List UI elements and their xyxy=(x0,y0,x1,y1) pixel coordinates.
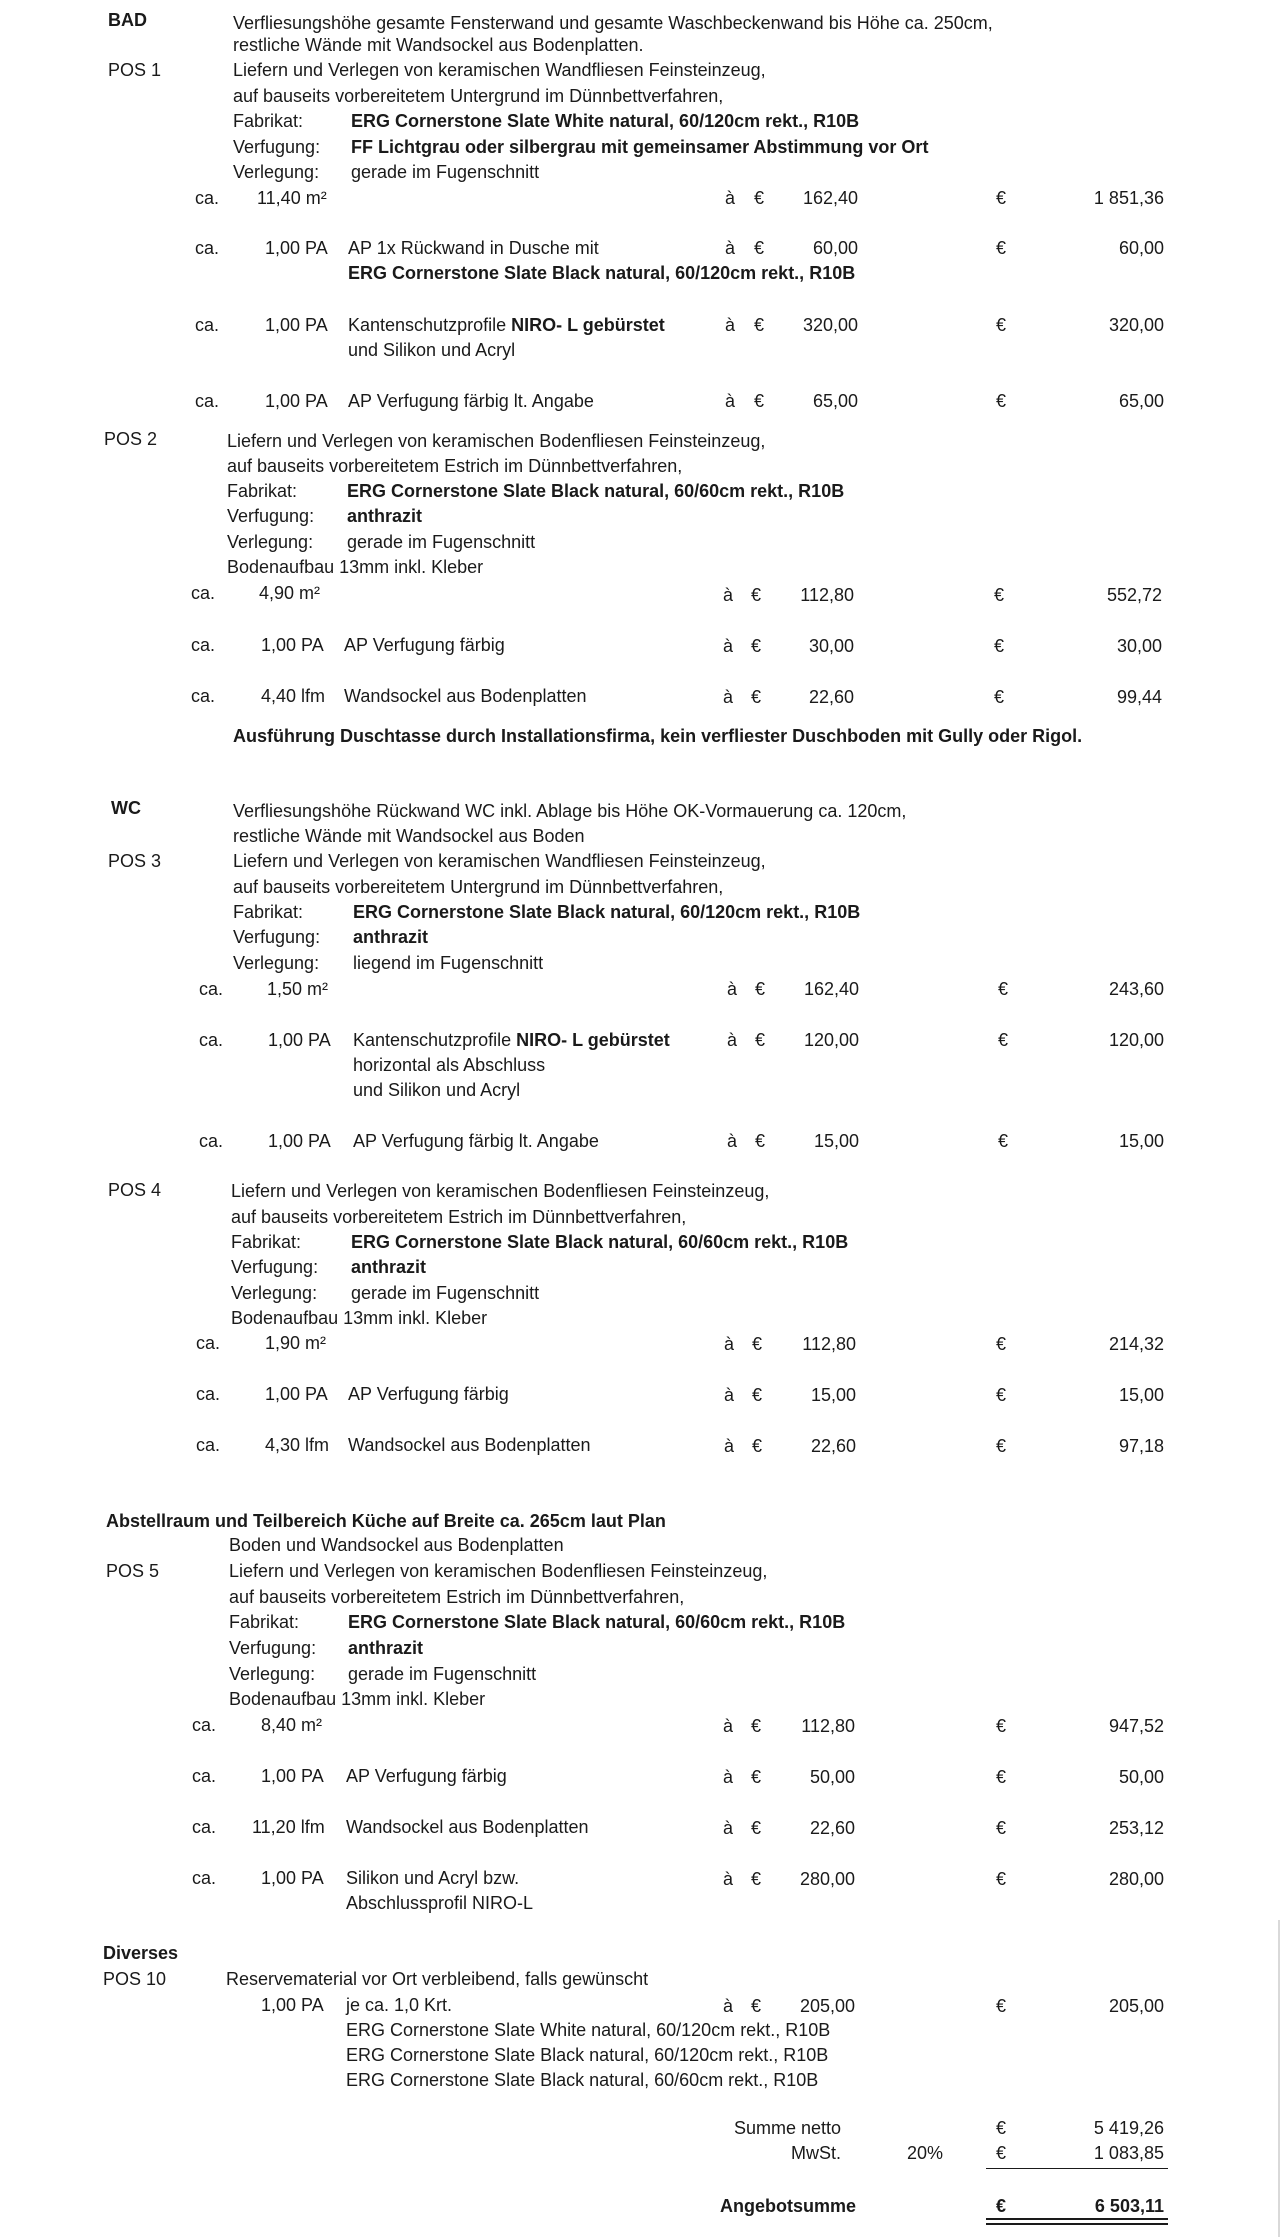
euro-sign: € xyxy=(996,1767,1007,1787)
line-item-total: 50,00 xyxy=(1118,1767,1164,1787)
line-item-price: 60,00 xyxy=(812,238,858,258)
verfugung-label: Verfugung: xyxy=(227,506,315,526)
pos-5-label: POS 5 xyxy=(106,1561,160,1581)
fabrikat-label: Fabrikat: xyxy=(233,902,304,922)
line-item-desc xyxy=(353,1031,670,1049)
line-item-price: 280,00 xyxy=(799,1869,855,1889)
euro-sign: € xyxy=(998,1030,1009,1050)
euro-sign: € xyxy=(751,1818,762,1838)
pos-2-label: POS 2 xyxy=(104,429,158,449)
ca-label: ca. xyxy=(191,583,216,603)
line-item-price: 22,60 xyxy=(808,687,854,707)
section-heading-bad: BAD xyxy=(108,10,147,30)
ca-label: ca. xyxy=(195,315,220,335)
line-item-price: 15,00 xyxy=(810,1385,856,1405)
ca-label: ca. xyxy=(195,188,220,208)
line-item-desc: AP Verfugung färbig xyxy=(344,635,505,655)
ca-label: ca. xyxy=(192,1868,217,1888)
verlegung-label: Verlegung: xyxy=(233,162,320,182)
euro-sign: € xyxy=(996,1869,1007,1889)
line-item-total: 214,32 xyxy=(1108,1334,1164,1354)
a-label: à xyxy=(723,585,734,605)
line-item-desc: AP Verfugung färbig lt. Angabe xyxy=(353,1131,599,1151)
euro-sign: € xyxy=(751,687,762,707)
pos-2-bodenaufbau: Bodenaufbau 13mm inkl. Kleber xyxy=(227,557,484,577)
line-item-desc-part: Kantenschutzprofile xyxy=(353,1030,512,1050)
wc-intro-line2: restliche Wände mit Wandsockel aus Boden xyxy=(233,826,585,846)
line-item-qty: 4,90 m² xyxy=(259,583,321,603)
euro-sign: € xyxy=(755,979,766,999)
euro-sign: € xyxy=(752,1385,763,1405)
total-double-underline xyxy=(986,2218,1168,2220)
pos-2-line2: auf bauseits vorbereitetem Estrich im Dünnbettverfahren, xyxy=(227,456,683,476)
reserve-material-item: ERG Cornerstone Slate Black natural, 60/60cm rekt., R10B xyxy=(346,2070,819,2090)
section-heading-diverses: Diverses xyxy=(103,1943,179,1963)
a-label: à xyxy=(727,1030,738,1050)
euro-sign: € xyxy=(996,2196,1007,2216)
reserve-material-item: ERG Cornerstone Slate White natural, 60/120cm rekt., R10B xyxy=(346,2020,831,2040)
euro-sign: € xyxy=(751,1869,762,1889)
pos-4-line1: Liefern und Verlegen von keramischen Bodenfliesen Feinsteinzeug, xyxy=(231,1181,770,1201)
line-item-total: 205,00 xyxy=(1108,1996,1164,2016)
bad-intro-line2: restliche Wände mit Wandsockel aus Bodenplatten. xyxy=(233,35,644,55)
abstell-intro: Boden und Wandsockel aus Bodenplatten xyxy=(229,1535,564,1555)
line-item-price: 65,00 xyxy=(812,391,858,411)
line-item-qty: 1,00 PA xyxy=(261,635,324,655)
pos-2-line1: Liefern und Verlegen von keramischen Bodenfliesen Feinsteinzeug, xyxy=(227,431,766,451)
a-label: à xyxy=(725,238,736,258)
ca-label: ca. xyxy=(191,635,216,655)
line-item-desc-2: Abschlussprofil NIRO-L xyxy=(346,1893,534,1913)
line-item-total: 280,00 xyxy=(1108,1869,1164,1889)
ca-label: ca. xyxy=(192,1766,217,1786)
angebotsumme-label: Angebotsumme xyxy=(719,2196,856,2216)
line-item-total: 243,60 xyxy=(1108,979,1164,999)
euro-sign: € xyxy=(996,238,1007,258)
euro-sign: € xyxy=(752,1436,763,1456)
line-item-price: 112,80 xyxy=(802,1334,856,1354)
ca-label: ca. xyxy=(195,391,220,411)
a-label: à xyxy=(725,391,736,411)
section-heading-abstellraum: Abstellraum und Teilbereich Küche auf Breite ca. 265cm laut Plan xyxy=(106,1511,666,1531)
pos-4-bodenaufbau: Bodenaufbau 13mm inkl. Kleber xyxy=(231,1308,488,1328)
euro-sign: € xyxy=(994,687,1005,707)
line-item-price: 15,00 xyxy=(813,1131,859,1151)
line-item-desc-2: ERG Cornerstone Slate Black natural, 60/120cm rekt., R10B xyxy=(348,263,856,283)
a-label: à xyxy=(724,1334,735,1354)
line-item-qty: 11,40 m² xyxy=(257,188,327,208)
a-label: à xyxy=(725,315,736,335)
line-item-qty: 1,00 PA xyxy=(261,1995,324,2015)
line-item-total: 320,00 xyxy=(1108,315,1164,335)
line-item-qty: 4,40 lfm xyxy=(261,686,326,706)
line-item-qty: 1,90 m² xyxy=(265,1333,327,1353)
line-item-price: 22,60 xyxy=(809,1818,855,1838)
line-item-total: 947,52 xyxy=(1108,1716,1164,1736)
angebotsumme-value: 6 503,11 xyxy=(1094,2196,1164,2216)
pos-1-label: POS 1 xyxy=(108,60,162,80)
verfugung-label: Verfugung: xyxy=(231,1257,319,1277)
fabrikat-label: Fabrikat: xyxy=(231,1232,302,1252)
line-item-price: 112,80 xyxy=(800,585,854,605)
a-label: à xyxy=(724,1436,735,1456)
line-item-qty: 1,00 PA xyxy=(268,1030,331,1050)
line-item-desc: AP Verfugung färbig xyxy=(348,1384,509,1404)
euro-sign: € xyxy=(751,1996,762,2016)
line-item-total: 1 851,36 xyxy=(1093,188,1164,208)
ca-label: ca. xyxy=(192,1817,217,1837)
euro-sign: € xyxy=(996,391,1007,411)
a-label: à xyxy=(727,979,738,999)
euro-sign: € xyxy=(996,1436,1007,1456)
line-item-desc-2: und Silikon und Acryl xyxy=(348,340,516,360)
wc-intro-line1: Verfliesungshöhe Rückwand WC inkl. Ablage bis Höhe OK-Vormauerung ca. 120cm, xyxy=(233,801,907,821)
pos-3-label: POS 3 xyxy=(108,851,162,871)
euro-sign: € xyxy=(754,315,765,335)
mwst-value: 1 083,85 xyxy=(1093,2143,1164,2163)
pos-3-line2: auf bauseits vorbereitetem Untergrund im Dünnbettverfahren, xyxy=(233,877,724,897)
pos-5-verlegung: gerade im Fugenschnitt xyxy=(348,1664,537,1684)
line-item-qty: 1,00 PA xyxy=(265,238,328,258)
pos-3-line1: Liefern und Verlegen von keramischen Wandfliesen Feinsteinzeug, xyxy=(233,851,766,871)
line-item-qty: 1,00 PA xyxy=(265,391,328,411)
euro-sign: € xyxy=(755,1030,766,1050)
verlegung-label: Verlegung: xyxy=(233,953,320,973)
line-item-desc-2: horizontal als Abschluss xyxy=(353,1055,546,1075)
line-item-price: 112,80 xyxy=(801,1716,855,1736)
euro-sign: € xyxy=(996,1334,1007,1354)
line-item-qty: 8,40 m² xyxy=(261,1715,323,1735)
ca-label: ca. xyxy=(196,1435,221,1455)
line-item-price: 162,40 xyxy=(803,979,859,999)
euro-sign: € xyxy=(996,2118,1007,2138)
pos-4-fabrikat: ERG Cornerstone Slate Black natural, 60/60cm rekt., R10B xyxy=(351,1232,849,1252)
a-label: à xyxy=(723,1996,734,2016)
pos-2-verfugung: anthrazit xyxy=(347,506,423,526)
verfugung-label: Verfugung: xyxy=(233,927,321,947)
line-item-qty: 1,00 PA xyxy=(265,315,328,335)
ca-label: ca. xyxy=(191,686,216,706)
euro-sign: € xyxy=(751,636,762,656)
line-item-desc: Wandsockel aus Bodenplatten xyxy=(348,1435,591,1455)
line-item-price: 320,00 xyxy=(802,315,858,335)
line-item-desc xyxy=(348,316,665,334)
euro-sign: € xyxy=(752,1334,763,1354)
euro-sign: € xyxy=(754,391,765,411)
line-item-desc: je ca. 1,0 Krt. xyxy=(346,1995,453,2015)
line-item-total: 97,18 xyxy=(1118,1436,1164,1456)
a-label: à xyxy=(723,1716,734,1736)
line-item-desc: AP 1x Rückwand in Dusche mit xyxy=(348,238,599,258)
pos-3-fabrikat: ERG Cornerstone Slate Black natural, 60/120cm rekt., R10B xyxy=(353,902,861,922)
a-label: à xyxy=(725,188,736,208)
total-double-underline xyxy=(986,2223,1168,2225)
a-label: à xyxy=(723,1767,734,1787)
line-item-total: 253,12 xyxy=(1108,1818,1164,1838)
line-item-total: 120,00 xyxy=(1108,1030,1164,1050)
totals-divider xyxy=(986,2168,1168,2169)
pos-10-label: POS 10 xyxy=(103,1969,167,1989)
euro-sign: € xyxy=(998,1131,1009,1151)
line-item-qty: 1,00 PA xyxy=(261,1766,324,1786)
euro-sign: € xyxy=(754,238,765,258)
euro-sign: € xyxy=(996,2143,1007,2163)
line-item-price: 30,00 xyxy=(808,636,854,656)
euro-sign: € xyxy=(755,1131,766,1151)
ca-label: ca. xyxy=(199,1131,224,1151)
line-item-price: 120,00 xyxy=(803,1030,859,1050)
line-item-qty: 1,00 PA xyxy=(268,1131,331,1151)
mwst-label: MwSt. xyxy=(790,2143,841,2163)
euro-sign: € xyxy=(996,1716,1007,1736)
euro-sign: € xyxy=(996,188,1007,208)
pos-5-fabrikat: ERG Cornerstone Slate Black natural, 60/60cm rekt., R10B xyxy=(348,1612,846,1632)
fabrikat-label: Fabrikat: xyxy=(233,111,304,131)
bad-note: Ausführung Duschtasse durch Installationsfirma, kein verfliester Duschboden mit Gully oder Rigol. xyxy=(233,726,1083,746)
euro-sign: € xyxy=(996,1818,1007,1838)
line-item-qty: 1,00 PA xyxy=(265,1384,328,1404)
pos-1-verlegung: gerade im Fugenschnitt xyxy=(351,162,540,182)
verlegung-label: Verlegung: xyxy=(229,1664,316,1684)
line-item-qty: 4,30 lfm xyxy=(265,1435,330,1455)
pos-5-line2: auf bauseits vorbereitetem Estrich im Dünnbettverfahren, xyxy=(229,1587,685,1607)
a-label: à xyxy=(723,636,734,656)
line-item-price: 22,60 xyxy=(810,1436,856,1456)
fabrikat-label: Fabrikat: xyxy=(229,1612,300,1632)
reserve-material-item: ERG Cornerstone Slate Black natural, 60/120cm rekt., R10B xyxy=(346,2045,829,2065)
line-item-desc-part: Kantenschutzprofile xyxy=(348,315,507,335)
line-item-total: 99,44 xyxy=(1116,687,1162,707)
euro-sign: € xyxy=(754,188,765,208)
pos-1-fabrikat: ERG Cornerstone Slate White natural, 60/120cm rekt., R10B xyxy=(351,111,860,131)
line-item-desc-3: und Silikon und Acryl xyxy=(353,1080,521,1100)
pos-3-verfugung: anthrazit xyxy=(353,927,429,947)
ca-label: ca. xyxy=(196,1333,221,1353)
line-item-total: 30,00 xyxy=(1116,636,1162,656)
pos-4-line2: auf bauseits vorbereitetem Estrich im Dünnbettverfahren, xyxy=(231,1207,687,1227)
pos-4-verlegung: gerade im Fugenschnitt xyxy=(351,1283,540,1303)
euro-sign: € xyxy=(751,585,762,605)
line-item-total: 65,00 xyxy=(1118,391,1164,411)
pos-4-verfugung: anthrazit xyxy=(351,1257,427,1277)
verlegung-label: Verlegung: xyxy=(231,1283,318,1303)
line-item-desc-bold: NIRO- L gebürstet xyxy=(511,315,665,335)
line-item-price: 50,00 xyxy=(809,1767,855,1787)
line-item-desc: AP Verfugung färbig xyxy=(346,1766,507,1786)
pos-4-label: POS 4 xyxy=(108,1180,162,1200)
pos-5-verfugung: anthrazit xyxy=(348,1638,424,1658)
verlegung-label: Verlegung: xyxy=(227,532,314,552)
line-item-qty: 1,50 m² xyxy=(267,979,329,999)
fabrikat-label: Fabrikat: xyxy=(227,481,298,501)
euro-sign: € xyxy=(994,636,1005,656)
euro-sign: € xyxy=(996,315,1007,335)
a-label: à xyxy=(723,1818,734,1838)
ca-label: ca. xyxy=(196,1384,221,1404)
euro-sign: € xyxy=(996,1385,1007,1405)
verfugung-label: Verfugung: xyxy=(229,1638,317,1658)
pos-1-verfugung: FF Lichtgrau oder silbergrau mit gemeinsamer Abstimmung vor Ort xyxy=(351,137,929,157)
a-label: à xyxy=(723,687,734,707)
line-item-total: 552,72 xyxy=(1106,585,1162,605)
pos-5-bodenaufbau: Bodenaufbau 13mm inkl. Kleber xyxy=(229,1689,486,1709)
euro-sign: € xyxy=(751,1767,762,1787)
line-item-total: 15,00 xyxy=(1118,1385,1164,1405)
pos-1-line2: auf bauseits vorbereitetem Untergrund im Dünnbettverfahren, xyxy=(233,86,724,106)
a-label: à xyxy=(727,1131,738,1151)
ca-label: ca. xyxy=(199,979,224,999)
line-item-desc: Silikon und Acryl bzw. xyxy=(346,1868,520,1888)
line-item-total: 60,00 xyxy=(1118,238,1164,258)
summe-netto-value: 5 419,26 xyxy=(1093,2118,1164,2138)
pos-5-line1: Liefern und Verlegen von keramischen Bodenfliesen Feinsteinzeug, xyxy=(229,1561,768,1581)
line-item-desc: Wandsockel aus Bodenplatten xyxy=(346,1817,589,1837)
euro-sign: € xyxy=(998,979,1009,999)
pos-3-verlegung: liegend im Fugenschnitt xyxy=(353,953,544,973)
line-item-total: 15,00 xyxy=(1118,1131,1164,1151)
section-heading-wc: WC xyxy=(111,798,141,818)
euro-sign: € xyxy=(751,1716,762,1736)
line-item-price: 162,40 xyxy=(802,188,858,208)
a-label: à xyxy=(723,1869,734,1889)
pos-1-line1: Liefern und Verlegen von keramischen Wandfliesen Feinsteinzeug, xyxy=(233,60,766,80)
ca-label: ca. xyxy=(199,1030,224,1050)
ca-label: ca. xyxy=(195,238,220,258)
line-item-price: 205,00 xyxy=(799,1996,855,2016)
pos-2-fabrikat: ERG Cornerstone Slate Black natural, 60/60cm rekt., R10B xyxy=(347,481,845,501)
line-item-desc: AP Verfugung färbig lt. Angabe xyxy=(348,391,594,411)
euro-sign: € xyxy=(994,585,1005,605)
pos-2-verlegung: gerade im Fugenschnitt xyxy=(347,532,536,552)
a-label: à xyxy=(724,1385,735,1405)
summe-netto-label: Summe netto xyxy=(733,2118,841,2138)
verfugung-label: Verfugung: xyxy=(233,137,321,157)
line-item-qty: 11,20 lfm xyxy=(252,1817,325,1837)
bad-intro-line1: Verfliesungshöhe gesamte Fensterwand und gesamte Waschbeckenwand bis Höhe ca. 250cm, xyxy=(233,13,993,33)
line-item-desc: Wandsockel aus Bodenplatten xyxy=(344,686,587,706)
mwst-rate: 20% xyxy=(907,2143,944,2163)
line-item-qty: 1,00 PA xyxy=(261,1868,324,1888)
ca-label: ca. xyxy=(192,1715,217,1735)
euro-sign: € xyxy=(996,1996,1007,2016)
line-item-desc-bold: NIRO- L gebürstet xyxy=(516,1030,670,1050)
pos-10-line1: Reservematerial vor Ort verbleibend, falls gewünscht xyxy=(226,1969,649,1989)
